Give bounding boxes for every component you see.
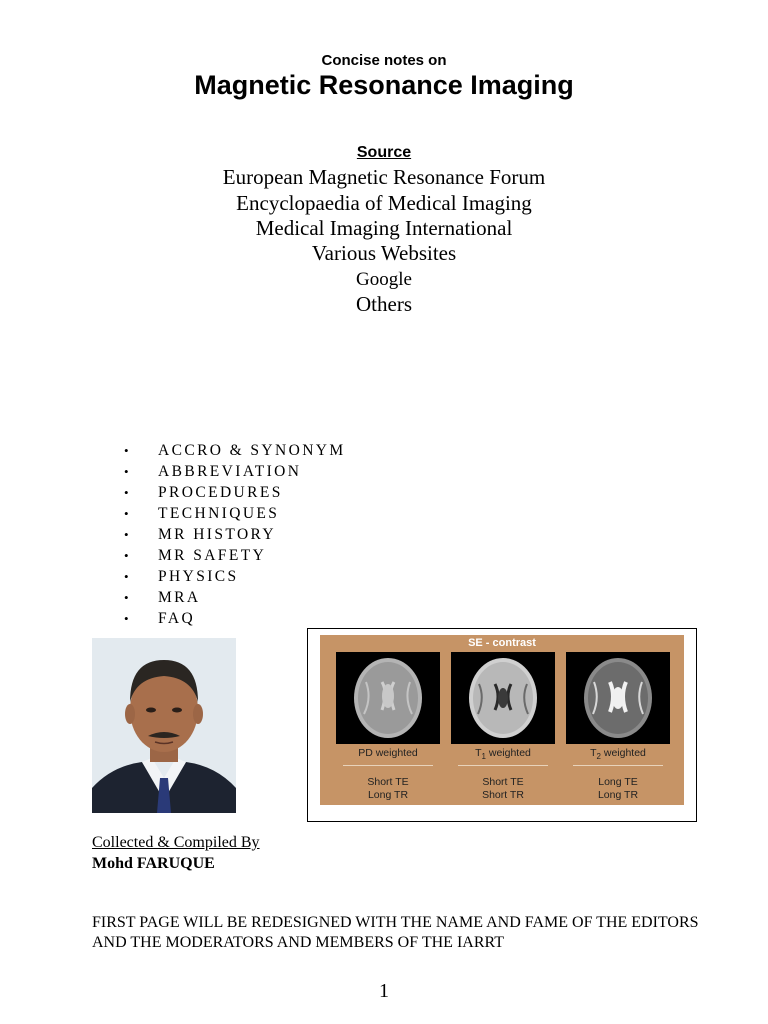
brain-scan-image bbox=[451, 652, 555, 744]
scan-tr-pd: Long TR bbox=[367, 789, 409, 801]
topic-list bbox=[124, 440, 346, 629]
bullet-icon: • bbox=[124, 590, 129, 605]
bullet-icon: • bbox=[124, 464, 129, 479]
bullet-icon: • bbox=[124, 485, 129, 500]
list-item-label: TECHNIQUES bbox=[158, 505, 280, 522]
figure-panel bbox=[320, 635, 684, 805]
divider bbox=[343, 765, 433, 766]
author-name: Mohd FARUQUE bbox=[92, 855, 215, 872]
source-item-encyclopaedia: Encyclopaedia of Medical Imaging bbox=[236, 191, 532, 215]
bullet-icon: • bbox=[124, 569, 129, 584]
list-item bbox=[124, 587, 346, 608]
list-item-label: ACCRO & SYNONYM bbox=[158, 442, 346, 459]
source-item-google: Google bbox=[356, 269, 412, 290]
list-item bbox=[124, 608, 346, 629]
scan-tr-t2: Long TR bbox=[597, 789, 639, 801]
redesign-note: FIRST PAGE WILL BE REDESIGNED WITH THE NAME AND FAME OF THE EDITORS AND THE MODERATORS AND MEMBERS OF THE IARRT bbox=[92, 914, 699, 951]
mri-scan-t2 bbox=[566, 652, 670, 744]
scan-label-t2: $T_2$ weighted bbox=[590, 747, 646, 762]
document-title: Magnetic Resonance Imaging bbox=[194, 70, 574, 100]
list-item bbox=[124, 545, 346, 566]
brain-scan-image bbox=[336, 652, 440, 744]
list-item-label: PROCEDURES bbox=[158, 484, 283, 501]
page-number: 1 bbox=[379, 980, 389, 1002]
list-item bbox=[124, 461, 346, 482]
source-heading: Source bbox=[356, 144, 412, 161]
bullet-icon: • bbox=[124, 611, 129, 626]
source-item-websites: Various Websites bbox=[311, 241, 457, 265]
scan-te-t2: Long TE bbox=[598, 776, 638, 788]
divider bbox=[458, 765, 548, 766]
scan-te-pd: Short TE bbox=[367, 776, 409, 788]
list-item-label: MR HISTORY bbox=[158, 526, 277, 543]
list-item-label: ABBREVIATION bbox=[158, 463, 302, 480]
divider bbox=[573, 765, 663, 766]
list-item bbox=[124, 482, 346, 503]
bullet-icon: • bbox=[124, 548, 129, 563]
scan-tr-t1: Short TR bbox=[482, 789, 524, 801]
mri-scan-pd bbox=[336, 652, 440, 744]
portrait-illustration bbox=[92, 638, 236, 813]
list-item-label: FAQ bbox=[158, 610, 196, 627]
list-item-label: MRA bbox=[158, 589, 201, 606]
list-item bbox=[124, 566, 346, 587]
compiled-by-label: Collected & Compiled By bbox=[92, 834, 260, 851]
bullet-icon: • bbox=[124, 506, 129, 521]
source-item-emrf: European Magnetic Resonance Forum bbox=[222, 165, 546, 189]
scan-te-t1: Short TE bbox=[482, 776, 524, 788]
scan-label-t1: $T_1$ weighted bbox=[475, 747, 531, 762]
source-item-mii: Medical Imaging International bbox=[255, 216, 513, 240]
document-subtitle: Concise notes on bbox=[321, 52, 447, 69]
list-item-label: MR SAFETY bbox=[158, 547, 267, 564]
author-photo bbox=[92, 638, 236, 813]
figure-title: SE - contrast bbox=[468, 637, 536, 649]
bullet-icon: • bbox=[124, 443, 129, 458]
list-item bbox=[124, 524, 346, 545]
list-item-label: PHYSICS bbox=[158, 568, 239, 585]
bullet-icon: • bbox=[124, 527, 129, 542]
scan-label-pd: PD weighted bbox=[358, 747, 418, 759]
mri-contrast-figure bbox=[307, 628, 697, 822]
source-item-others: Others bbox=[356, 292, 412, 316]
list-item bbox=[124, 440, 346, 461]
mri-scan-t1 bbox=[451, 652, 555, 744]
list-item bbox=[124, 503, 346, 524]
brain-scan-image bbox=[566, 652, 670, 744]
